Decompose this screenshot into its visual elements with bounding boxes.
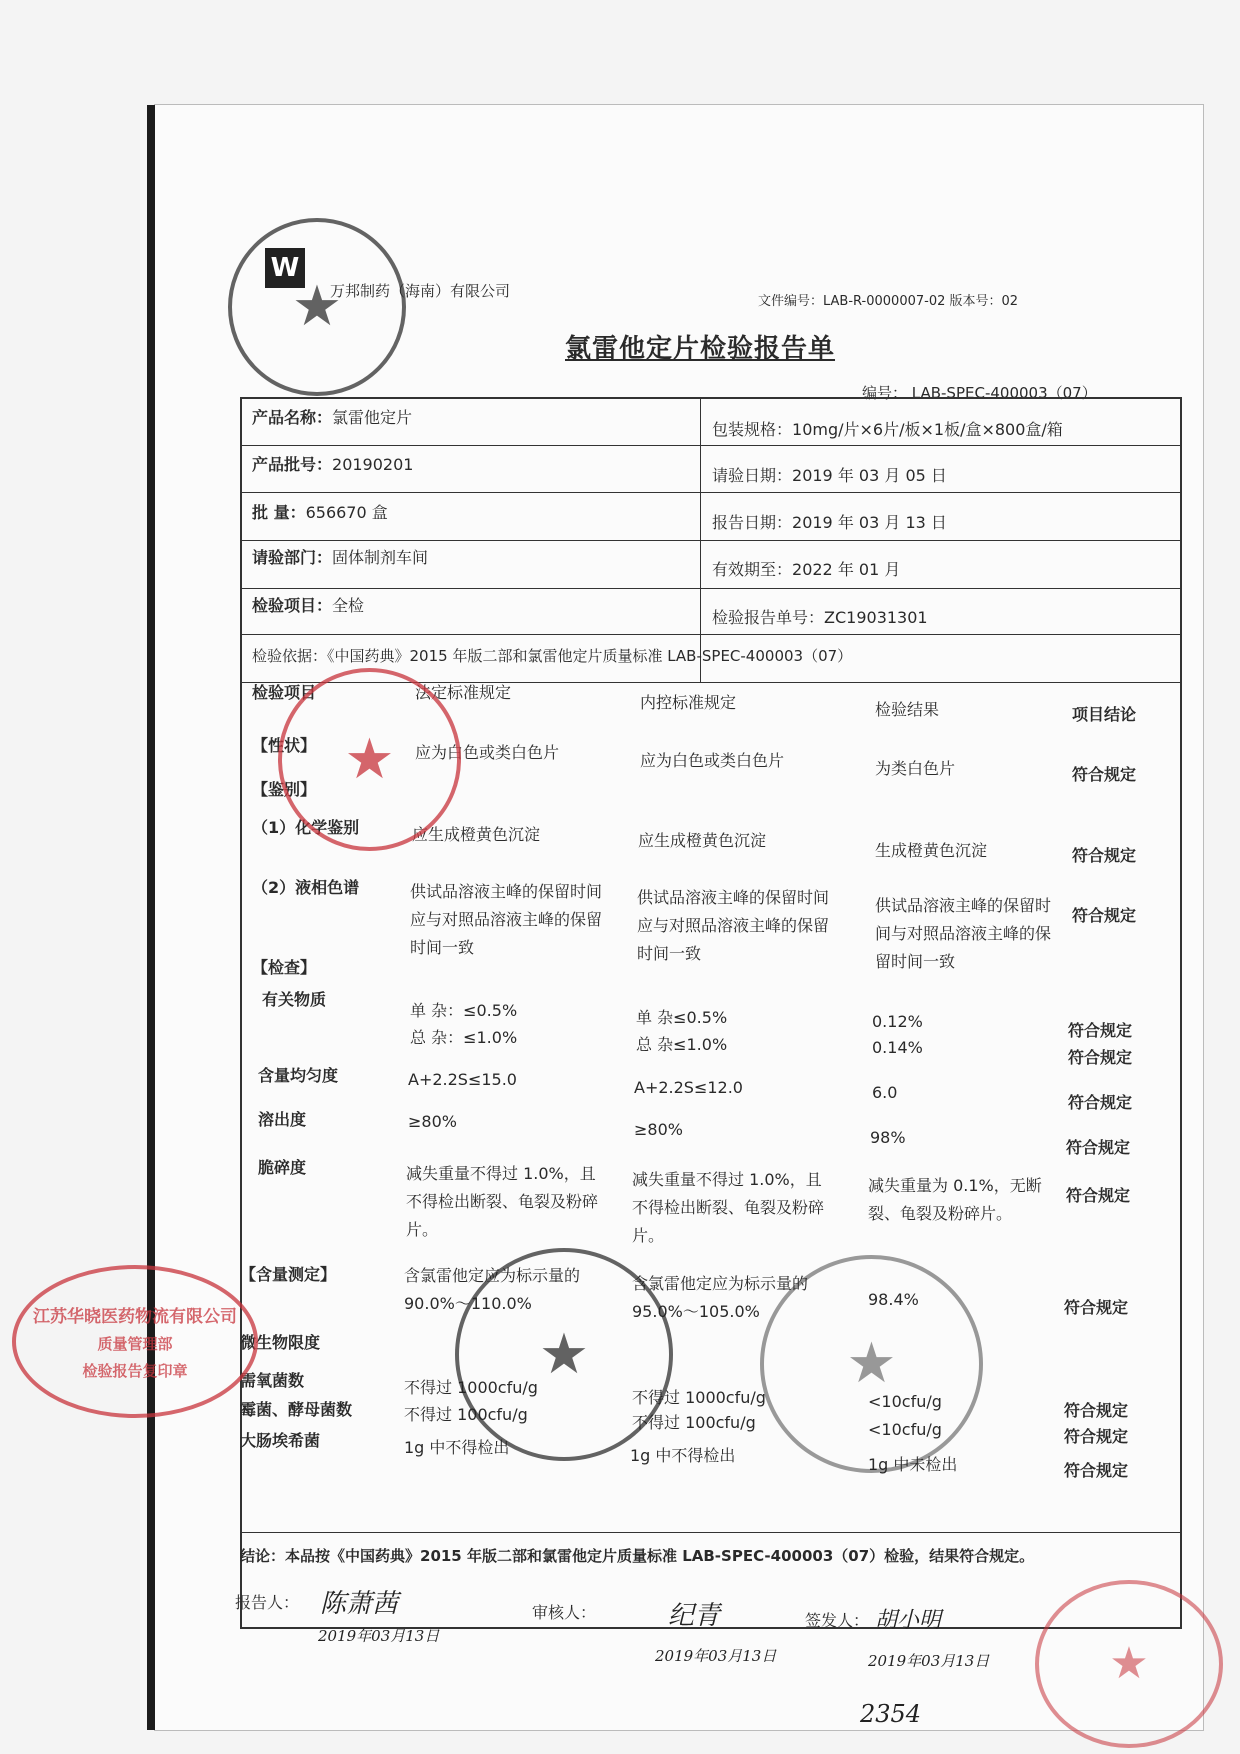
col-result: 检验结果 xyxy=(875,700,940,719)
row-appearance-conclusion: 符合规定 xyxy=(1072,765,1137,784)
row-aerobic-result: <10cfu/g xyxy=(868,1392,942,1411)
report-conclusion: 结论：本品按《中国药典》2015 年版二部和氯雷他定片质量标准 LAB-SPEC-400003（07）检验，结果符合规定。 xyxy=(240,1547,1035,1565)
issuer-label: 签发人： xyxy=(805,1611,870,1630)
row-hplc-result: 供试品溶液主峰的保留时间与对照品溶液主峰的保留时间一致 xyxy=(875,896,1052,971)
reporter-signature: 陈萧茜 xyxy=(320,1589,399,1619)
row-related-conclusion-total: 符合规定 xyxy=(1068,1048,1133,1067)
row-yeast-internal: 不得过 100cfu/g xyxy=(632,1413,756,1432)
request-date: 请验日期：2019 年 03 月 05 日 xyxy=(712,466,947,485)
issuer-signature: 胡小明 xyxy=(875,1608,942,1633)
row-identify-name: 【鉴别】 xyxy=(252,780,317,799)
row-uniformity-internal: A+2.2S≤12.0 xyxy=(634,1078,743,1097)
corner-stamp: ★ xyxy=(1035,1580,1223,1748)
row-assay-name: 【含量测定】 xyxy=(240,1265,337,1284)
report-code: 编号： LAB-SPEC-400003（07） xyxy=(862,384,1097,402)
row-dissolution-legal: ≥80% xyxy=(408,1112,457,1131)
row-friability-legal: 减失重量不得过 1.0%，且不得检出断裂、龟裂及粉碎片。 xyxy=(406,1164,599,1239)
row-uniformity-name: 含量均匀度 xyxy=(258,1066,339,1085)
row-related-conclusion-single: 符合规定 xyxy=(1068,1021,1133,1040)
row-friability-conclusion: 符合规定 xyxy=(1066,1186,1131,1205)
row-yeast-name: 霉菌、酵母菌数 xyxy=(240,1400,353,1419)
reviewer-label: 审核人： xyxy=(532,1603,597,1622)
middle-stamp-1: ★ xyxy=(455,1248,673,1461)
row-assay-conclusion: 符合规定 xyxy=(1064,1298,1129,1317)
row-yeast-legal: 不得过 100cfu/g xyxy=(404,1405,528,1424)
row-friability-result: 减失重量为 0.1%，无断裂、龟裂及粉碎片。 xyxy=(868,1176,1042,1223)
row-assay-legal: 含氯雷他定应为标示量的 90.0%～110.0% xyxy=(404,1266,581,1313)
company-stamp: ★ xyxy=(228,218,406,396)
batch-number: 产品批号：20190201 xyxy=(252,455,414,474)
row-related-result-single: 0.12% xyxy=(872,1012,923,1031)
row-related-result-total: 0.14% xyxy=(872,1038,923,1057)
row-ecoli-name: 大肠埃希菌 xyxy=(240,1431,321,1450)
row-aerobic-legal: 不得过 1000cfu/g xyxy=(404,1378,538,1397)
col-internal: 内控标准规定 xyxy=(640,693,737,712)
middle-stamp-2: ★ xyxy=(760,1255,983,1473)
row-related-internal-total: 总 杂≤1.0% xyxy=(636,1035,728,1054)
distributor-stamp-sub1: 质量管理部 xyxy=(97,1335,173,1353)
issuer-date: 2019年03月13日 xyxy=(868,1652,990,1670)
row-dissolution-name: 溶出度 xyxy=(258,1110,307,1129)
row-appearance-result: 为类白色片 xyxy=(875,759,956,778)
company-name: 万邦制药（海南）有限公司 xyxy=(330,282,511,300)
row-friability-internal: 减失重量不得过 1.0%，且不得检出断裂、龟裂及粉碎片。 xyxy=(632,1170,825,1245)
distributor-stamp-sub2: 检验报告复印章 xyxy=(82,1362,188,1380)
package-spec: 包装规格：10mg/片×6片/板×1板/盒×800盒/箱 xyxy=(712,420,1063,439)
row-related-legal-total: 总 杂：≤1.0% xyxy=(410,1028,518,1047)
reviewer-date: 2019年03月13日 xyxy=(655,1647,777,1665)
row-chem-internal: 应生成橙黄色沉淀 xyxy=(638,831,767,850)
distributor-stamp-name: 江苏华晓医药物流有限公司 xyxy=(33,1307,237,1327)
row-ecoli-conclusion: 符合规定 xyxy=(1064,1461,1129,1480)
test-basis: 检验依据：《中国药典》2015 年版二部和氯雷他定片质量标准 LAB-SPEC-400003（07） xyxy=(252,647,853,665)
col-conclusion: 项目结论 xyxy=(1072,705,1137,724)
reviewer-signature: 纪青 xyxy=(668,1601,721,1631)
col-legal: 法定标准规定 xyxy=(415,683,512,702)
row-aerobic-name: 需氧菌数 xyxy=(240,1371,305,1390)
qc-stamp: ★ xyxy=(278,668,461,851)
reporter-date: 2019年03月13日 xyxy=(318,1627,440,1645)
expiry-date: 有效期至：2022 年 01 月 xyxy=(712,560,901,579)
row-uniformity-result: 6.0 xyxy=(872,1083,898,1102)
row-uniformity-legal: A+2.2S≤15.0 xyxy=(408,1070,517,1089)
row-dissolution-internal: ≥80% xyxy=(634,1120,683,1139)
report-title: 氯雷他定片检验报告单 xyxy=(565,334,836,364)
row-hplc-internal: 供试品溶液主峰的保留时间应与对照品溶液主峰的保留时间一致 xyxy=(637,888,830,963)
row-hplc-conclusion: 符合规定 xyxy=(1072,906,1137,925)
row-ecoli-legal: 1g 中不得检出 xyxy=(404,1438,510,1457)
row-yeast-conclusion: 符合规定 xyxy=(1064,1427,1129,1446)
row-hplc-name: （2）液相色谱 xyxy=(252,878,360,897)
row-hplc-legal: 供试品溶液主峰的保留时间应与对照品溶液主峰的保留时间一致 xyxy=(410,882,603,957)
row-dissolution-conclusion: 符合规定 xyxy=(1066,1138,1131,1157)
handwritten-note: 2354 xyxy=(860,1700,922,1728)
row-chem-legal: 应生成橙黄色沉淀 xyxy=(412,825,541,844)
row-aerobic-conclusion: 符合规定 xyxy=(1064,1401,1129,1420)
row-related-legal-single: 单 杂：≤0.5% xyxy=(410,1001,518,1020)
request-department: 请验部门：固体制剂车间 xyxy=(252,548,429,567)
document-number: 文件编号：LAB-R-0000007-02 版本号：02 xyxy=(758,294,1019,309)
row-microbe-name: 微生物限度 xyxy=(240,1333,321,1352)
row-appearance-internal: 应为白色或类白色片 xyxy=(640,751,785,770)
row-assay-internal: 含氯雷他定应为标示量的 95.0%～105.0% xyxy=(632,1274,809,1321)
row-appearance-legal: 应为白色或类白色片 xyxy=(415,743,560,762)
row-chem-name: （1）化学鉴别 xyxy=(252,818,360,837)
product-name: 产品名称：氯雷他定片 xyxy=(252,408,413,427)
row-assay-result: 98.4% xyxy=(868,1290,919,1309)
row-aerobic-internal: 不得过 1000cfu/g xyxy=(632,1388,766,1407)
row-friability-name: 脆碎度 xyxy=(258,1158,307,1177)
test-item: 检验项目：全检 xyxy=(252,596,365,615)
row-ecoli-result: 1g 中未检出 xyxy=(868,1455,958,1474)
row-uniformity-conclusion: 符合规定 xyxy=(1068,1093,1133,1112)
row-yeast-result: <10cfu/g xyxy=(868,1420,942,1439)
distributor-stamp xyxy=(12,1265,258,1418)
reporter-label: 报告人： xyxy=(235,1593,300,1612)
row-check-name: 【检查】 xyxy=(252,958,317,977)
row-chem-conclusion: 符合规定 xyxy=(1072,846,1137,865)
company-logo: W xyxy=(265,248,305,288)
row-dissolution-result: 98% xyxy=(870,1128,906,1147)
row-appearance-name: 【性状】 xyxy=(252,736,317,755)
report-number: 检验报告单号：ZC19031301 xyxy=(712,608,928,627)
row-chem-result: 生成橙黄色沉淀 xyxy=(875,841,988,860)
row-related-name: 有关物质 xyxy=(262,990,327,1009)
col-item: 检验项目 xyxy=(252,683,317,702)
batch-quantity: 批 量：656670 盒 xyxy=(252,503,388,522)
row-related-internal-single: 单 杂≤0.5% xyxy=(636,1008,728,1027)
report-date: 报告日期：2019 年 03 月 13 日 xyxy=(712,513,947,532)
row-ecoli-internal: 1g 中不得检出 xyxy=(630,1446,736,1465)
